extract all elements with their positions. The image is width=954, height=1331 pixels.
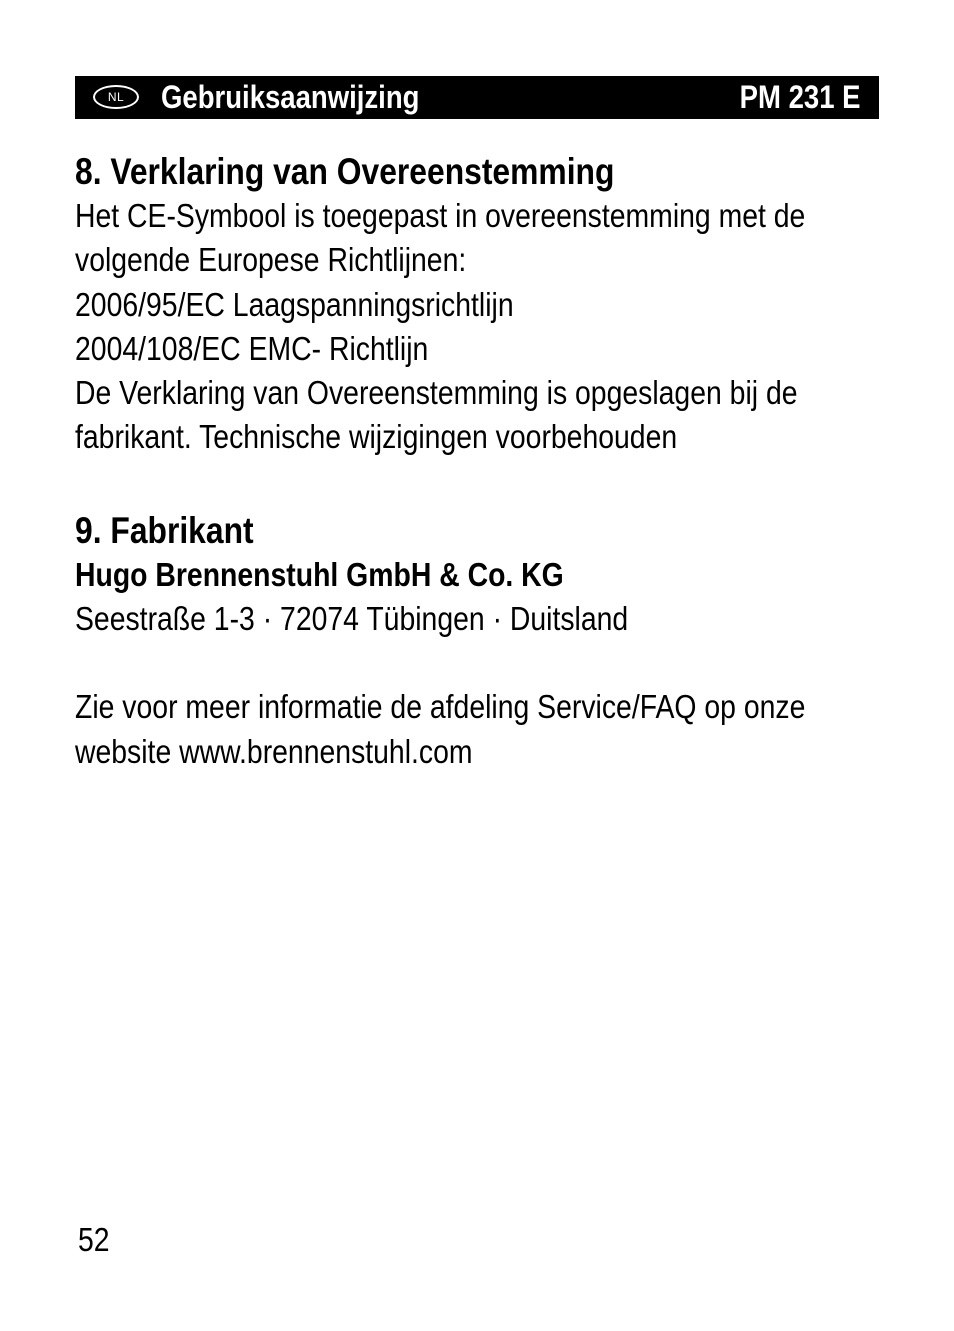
- company-address: Seestraße 1-3 · 72074 Tübingen · Duitsland: [75, 600, 629, 638]
- page-number: 52: [78, 1221, 110, 1258]
- paragraph-line: De Verklaring van Overeenstemming is opgeslagen bij de: [75, 374, 798, 412]
- header-bar: [75, 76, 879, 119]
- directive-low-voltage: 2006/95/EC Laagspanningsrichtlijn: [75, 285, 514, 323]
- info-line: Zie voor meer informatie de afdeling Service/FAQ op onze: [75, 688, 806, 726]
- company-name: Hugo Brennenstuhl GmbH & Co. KG: [75, 555, 564, 593]
- model-number: PM 231 E: [740, 79, 861, 115]
- language-badge: NL: [93, 85, 139, 109]
- header-title: Gebruiksaanwijzing: [161, 79, 420, 115]
- directive-emc: 2004/108/EC EMC- Richtlijn: [75, 329, 429, 367]
- section-9-heading: 9. Fabrikant: [75, 509, 254, 551]
- section-declaration-of-conformity: [75, 150, 885, 460]
- paragraph-line: fabrikant. Technische wijzigingen voorbehouden: [75, 418, 678, 456]
- paragraph-line: volgende Europese Richtlijnen:: [75, 241, 467, 279]
- spacer: [75, 641, 885, 685]
- paragraph-line: Het CE-Symbool is toegepast in overeenstemming met de: [75, 197, 806, 234]
- section-8-heading: 8. Verklaring van Overeenstemming: [75, 151, 615, 192]
- page-content: [75, 150, 885, 774]
- website-line: website www.brennenstuhl.com: [75, 732, 473, 770]
- section-manufacturer: [75, 509, 885, 774]
